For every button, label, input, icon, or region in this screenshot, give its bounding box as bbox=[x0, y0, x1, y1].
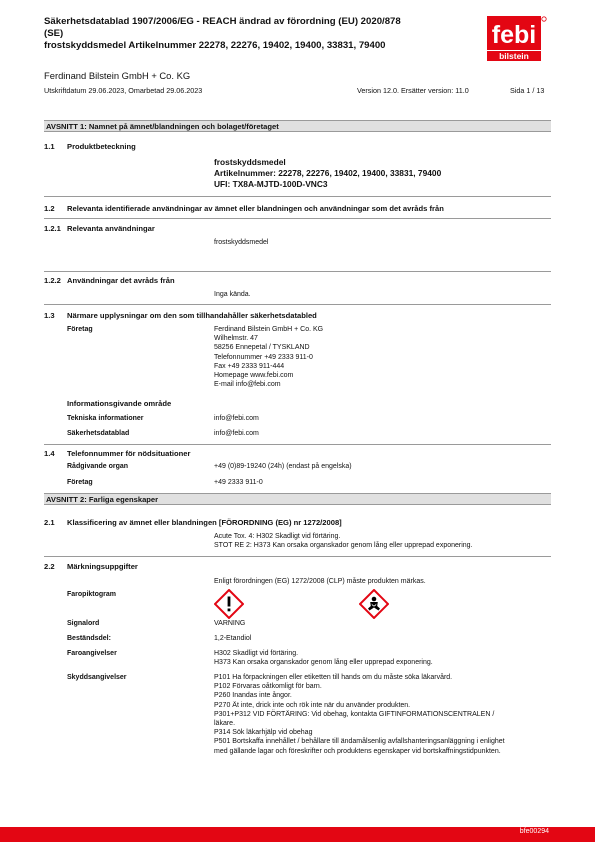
address-line: Ferdinand Bilstein GmbH + Co. KG bbox=[214, 326, 324, 333]
company-label: Företag bbox=[67, 326, 93, 333]
precaution-statement: med gällande lagar och föreskrifter och produktens egenskaper vid bortskaffningstidpunkten. bbox=[214, 747, 501, 755]
sds-email: info@febi.com bbox=[214, 430, 259, 437]
address-line: 58256 Ennepetal / TYSKLAND bbox=[214, 344, 310, 352]
hazard-statements bbox=[214, 649, 433, 667]
info-area-heading: Informationsgivande område bbox=[67, 399, 172, 408]
febi-bilstein-logo bbox=[487, 16, 547, 61]
company-address bbox=[214, 325, 323, 389]
health-hazard-pictogram-icon bbox=[359, 589, 389, 624]
product-name: frostskyddsmedel bbox=[214, 157, 286, 167]
divider bbox=[44, 304, 551, 305]
component-label: Beständsdel: bbox=[67, 635, 111, 642]
precautionary-statements bbox=[214, 673, 505, 756]
precaution-statement: läkare. bbox=[214, 720, 236, 728]
homepage-line: Homepage www.febi.com bbox=[214, 372, 294, 380]
precaution-statement: P501 Bortskaffa innehållet / behållare till ändamålsenlig avfallshanteringsanläggning i enlighet bbox=[214, 738, 505, 746]
svg-text:bilstein: bilstein bbox=[499, 51, 529, 61]
component-value: 1,2-Etandiol bbox=[214, 635, 252, 642]
section-1-2-2-title: Användningar det avråds från bbox=[67, 276, 175, 285]
version-info: Version 12.0. Ersätter version: 11.0 bbox=[357, 86, 469, 95]
advised-against-value: Inga kända. bbox=[214, 291, 251, 298]
hazard-statement: H302 Skadligt vid förtäring. bbox=[214, 650, 299, 657]
section-2-2-title: Märkningsuppgifter bbox=[67, 562, 138, 571]
section-2-2-number: 2.2 bbox=[44, 562, 55, 571]
title-line-3: frostskyddsmedel Artikelnummer 22278, 22276, 19402, 19400, 33831, 79400 bbox=[44, 40, 386, 51]
title-line-1: Säkerhetsdatablad 1907/2006/EG - REACH ändrad av förordning (EU) 2020/878 bbox=[44, 16, 401, 27]
section-1-2-2-number: 1.2.2 bbox=[44, 276, 61, 285]
precaution-statement: P301+P312 VID FÖRTÄRING: Vid obehag, kontakta GIFTINFORMATIONSCENTRALEN / bbox=[214, 710, 495, 718]
section-1-4-title: Telefonnummer för nödsituationer bbox=[67, 449, 191, 458]
document-title bbox=[44, 16, 401, 52]
precaution-statement: P260 Inandas inte ångor. bbox=[214, 692, 292, 700]
title-line-2: (SE) bbox=[44, 28, 64, 39]
signal-word-label: Signalord bbox=[67, 620, 100, 627]
precaution-statement: P101 Ha förpackningen eller etiketten till hands om du måste söka läkarvård. bbox=[214, 674, 453, 681]
precaution-statement: P314 Sök läkarhjälp vid obehag bbox=[214, 729, 313, 737]
signal-word-value: VARNING bbox=[214, 620, 246, 627]
tech-info-label: Tekniska informationer bbox=[67, 415, 144, 422]
product-ufi: UFI: TX8A-MJTD-100D-VNC3 bbox=[214, 179, 328, 189]
section-1-1-number: 1.1 bbox=[44, 142, 55, 151]
section-2-1-title: Klassificering av ämnet eller blandningen [FÖRORDNING (EG) nr 1272/2008] bbox=[67, 518, 342, 527]
section-2-heading: AVSNITT 2: Farliga egenskaper bbox=[44, 493, 551, 505]
svg-text:febi: febi bbox=[491, 21, 537, 49]
divider bbox=[44, 218, 551, 219]
classification-item: Acute Tox. 4: H302 Skadligt vid förtäring. bbox=[214, 533, 341, 540]
product-identifier bbox=[214, 157, 441, 190]
divider bbox=[44, 556, 551, 557]
section-1-1-title: Produktbeteckning bbox=[67, 142, 136, 151]
section-1-2-title: Relevanta identifierade användningar av ämnet eller blandningen och användningar som det avråds från bbox=[67, 204, 444, 213]
email-line: E-mail info@febi.com bbox=[214, 381, 281, 389]
company-emergency-phone: +49 2333 911-0 bbox=[214, 479, 263, 486]
classification-item: STOT RE 2: H373 Kan orsaka organskador genom lång eller upprepad exponering. bbox=[214, 542, 473, 550]
footer-document-id: bfe00294 bbox=[519, 828, 549, 835]
section-1-2-1-title: Relevanta användningar bbox=[67, 224, 155, 233]
address-line: Wilhelmstr. 47 bbox=[214, 335, 258, 343]
section-1-3-title: Närmare upplysningar om den som tillhandahåller säkerhetsdatabled bbox=[67, 311, 317, 320]
divider bbox=[44, 271, 551, 272]
company-emergency-label: Företag bbox=[67, 479, 93, 486]
section-1-heading: AVSNITT 1: Namnet på ämnet/blandningen och bolaget/företaget bbox=[44, 120, 551, 132]
phone-line: Telefonnummer +49 2333 911-0 bbox=[214, 353, 313, 361]
advisory-body-label: Rådgivande organ bbox=[67, 463, 129, 470]
fax-line: Fax +49 2333 911-444 bbox=[214, 362, 285, 370]
tech-info-email: info@febi.com bbox=[214, 415, 259, 422]
company-name: Ferdinand Bilstein GmbH + Co. KG bbox=[44, 70, 191, 81]
section-1-2-1-number: 1.2.1 bbox=[44, 224, 61, 233]
footer-bar bbox=[0, 827, 595, 842]
hazard-statement: H373 Kan orsaka organskador genom lång eller upprepad exponering. bbox=[214, 659, 433, 667]
section-2-1-number: 2.1 bbox=[44, 518, 55, 527]
precaution-statement: P102 Förvaras oåtkomligt för barn. bbox=[214, 683, 322, 691]
sds-label: Säkerhetsdatablad bbox=[67, 430, 130, 437]
hazard-statements-label: Faroangivelser bbox=[67, 650, 117, 657]
product-article-numbers: Artikelnummer: 22278, 22276, 19402, 19400, 33831, 79400 bbox=[214, 168, 442, 178]
divider bbox=[44, 196, 551, 197]
precaution-statement: P270 Ät inte, drick inte och rök inte när du använder produkten. bbox=[214, 701, 411, 709]
labelling-intro: Enligt förordningen (EG) 1272/2008 (CLP) måste produkten märkas. bbox=[214, 578, 426, 585]
relevant-use-value: frostskyddsmedel bbox=[214, 239, 269, 246]
section-1-3-number: 1.3 bbox=[44, 311, 55, 320]
divider bbox=[44, 444, 551, 445]
pictogram-label: Faropiktogram bbox=[67, 591, 117, 598]
print-date: Utskriftdatum 29.06.2023, Omarbetad 29.06.2023 bbox=[44, 86, 203, 95]
section-1-2-number: 1.2 bbox=[44, 204, 55, 213]
section-1-4-number: 1.4 bbox=[44, 449, 55, 458]
advisory-body-phone: +49 (0)89-19240 (24h) (endast på engelska) bbox=[214, 463, 352, 470]
classification-list bbox=[214, 532, 473, 550]
precautionary-statements-label: Skyddsangivelser bbox=[67, 674, 127, 681]
page-number: Sida 1 / 13 bbox=[510, 86, 545, 95]
